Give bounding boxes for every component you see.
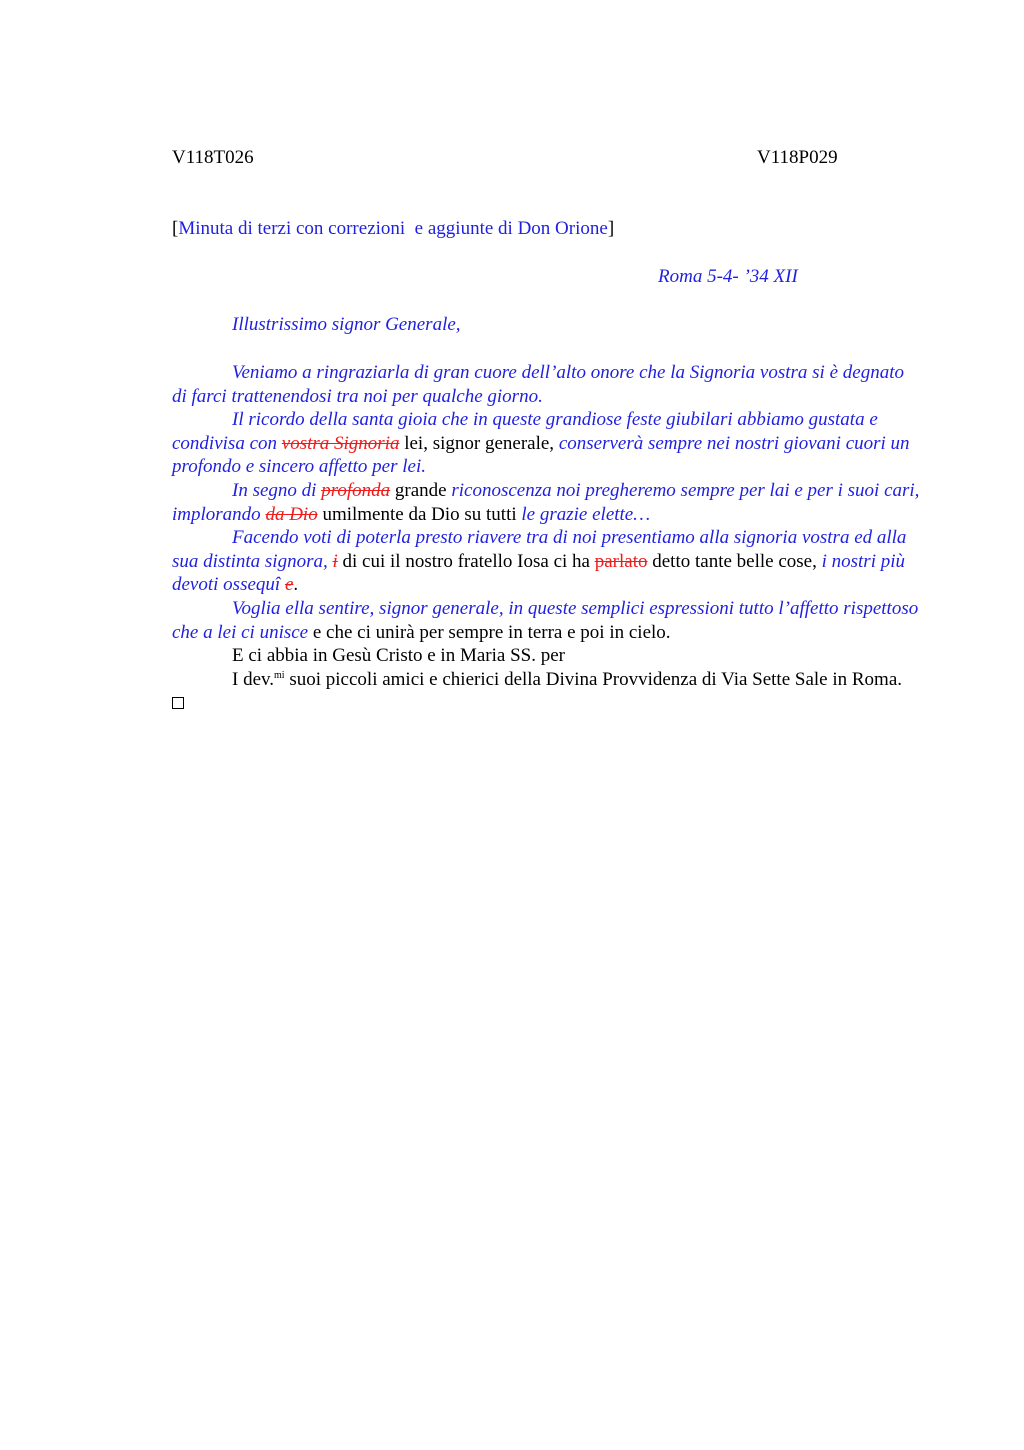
p4-deletion-2: parlato — [594, 550, 648, 572]
p4-text-f: i nostri più devoti ossequî — [172, 550, 906, 596]
p2-text-a: Il ricordo della santa gioia che in queste grandiose feste giubilari abbiamo gustata e condivisa con — [172, 409, 878, 454]
empty-square-icon — [172, 697, 184, 709]
p4-text-a: Facendo voti di poterla presto riavere tra di noi presentiamo alla signoria vostra ed alla sua distinta signora, — [172, 527, 907, 572]
p5-addition: e che ci unirà per sempre in terra e poi in cielo. — [308, 621, 671, 643]
letter-body — [172, 361, 922, 716]
note-close-bracket: ] — [607, 218, 615, 239]
paragraph-6 — [172, 644, 922, 668]
letter-date: Roma 5-4- ’34 XII — [658, 266, 798, 287]
p3-text-g: le grazie elette… — [521, 503, 651, 525]
p4-addition-2: detto tante belle cose, — [647, 550, 822, 572]
paragraph-7-signature — [172, 668, 922, 692]
paragraph-3 — [172, 479, 922, 526]
p2-addition: lei, signor generale, — [399, 432, 559, 454]
document-code-left: V118T026 — [172, 147, 254, 168]
note-text: Minuta di terzi con correzioni e aggiunte di Don Orione — [178, 218, 608, 239]
p4-deletion-1: i — [332, 550, 338, 572]
note-open-bracket: [ — [172, 218, 179, 239]
p4-deletion-3: e — [284, 574, 294, 596]
p1-text: Veniamo a ringraziarla di gran cuore dell’alto onore che la Signoria vostra si è degnato di farci trattenendosi tra noi per qualche giorno. — [172, 362, 904, 407]
p7-superscript: mi — [274, 669, 285, 681]
letter-salutation: Illustrissimo signor Generale, — [232, 314, 461, 335]
paragraph-1 — [172, 361, 922, 408]
editorial-note — [172, 217, 614, 241]
p3-deletion-1: profonda — [321, 479, 391, 501]
p6-text: E ci abbia in Gesù Cristo e in Maria SS. per — [232, 645, 565, 667]
document-code-right: V118P029 — [757, 147, 838, 168]
p2-text-d: conserverà sempre nei nostri giovani cuori un profondo e sincero affetto per lei. — [172, 432, 910, 478]
p3-text-d: riconoscenza noi pregheremo sempre per lai e per i suoi cari, implorando — [172, 479, 920, 525]
paragraph-4 — [172, 526, 922, 597]
p5-text-a: Voglia ella sentire, signor generale, in queste semplici espressioni tutto l’affetto rispettoso che a lei ci unisce — [172, 597, 919, 643]
p4-addition-1: di cui il nostro fratello Iosa ci ha — [337, 550, 595, 572]
paragraph-2 — [172, 408, 922, 479]
p2-deletion: vostra Signoria — [281, 432, 400, 454]
p3-addition-1: grande — [390, 479, 452, 501]
p3-text-a: In segno di — [232, 479, 322, 501]
end-marker — [172, 691, 922, 716]
p7-text-a: I dev. — [232, 668, 275, 690]
p3-addition-2: umilmente da Dio su tutti — [317, 503, 522, 525]
p4-period: . — [293, 574, 299, 596]
p3-deletion-2: da Dio — [265, 503, 318, 525]
paragraph-5 — [172, 597, 922, 644]
p7-text-b: suoi piccoli amici e chierici della Divina Provvidenza di Via Sette Sale in Roma. — [284, 668, 903, 690]
